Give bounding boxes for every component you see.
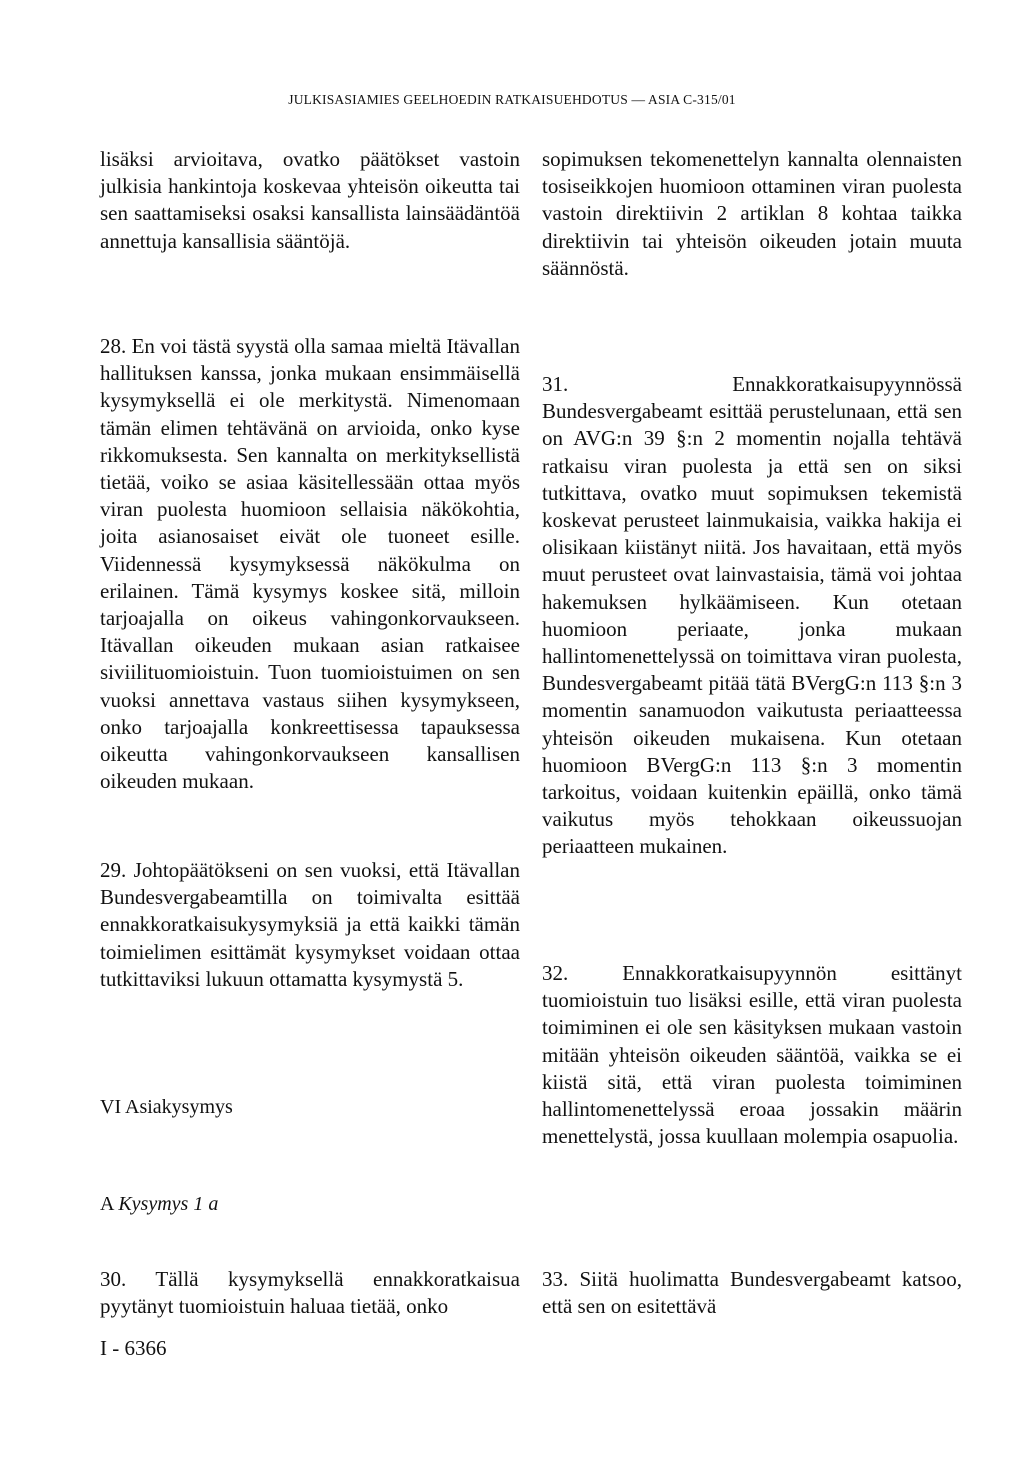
paragraph-continued-right: sopimuksen tekomenettelyn kannalta olennaisten tosiseikkojen huomioon ottaminen viran puolesta vastoin direktiivin 2 artiklan 8 kohtaa taikka direktiivin tai yhteisön oikeuden jotain muuta säännöstä.	[542, 147, 962, 280]
left-intro	[100, 146, 520, 255]
paragraph-29-text: 29. Johtopäätökseni on sen vuoksi, että Itävallan Bundesvergabeamtilla on toimivalta esittää ennakkoratkaisukysymyksiä ja että kaikki tämän toimielimen esittämät kysymykset voidaan ottaa tutkittaviksi lukuun ottamatta kysymystä 5.	[100, 858, 520, 991]
paragraph-32-text: 32. Ennakkoratkaisupyynnön esittänyt tuomioistuin tuo lisäksi esille, että viran puolesta toimiminen ei ole sen käsityksen mukaan vastoin mitään yhteisön oikeuden sääntöä, vaikka se ei kiistä sitä, että viran puolesta toimiminen hallintomenettelyssä eroaa jossakin määrin menettelystä, jossa kuullaan molempia osapuolia.	[542, 961, 962, 1149]
paragraph-28-text: 28. En voi tästä syystä olla samaa mieltä Itävallan hallituksen kanssa, jonka mukaan ensimmäisellä kysymyksellä ei ole merkitystä. Nimenomaan tämän elimen tehtävänä on arvioida, onko kyse rikkomuksesta. Sen kannalta on merkityksellistä tietää, voiko se asiaa käsitellessään ottaa myös viran puolesta huomioon sellaisia näkökohtia, joita asianosaiset eivät ole tuoneet esille. Viidennessä kysymyksessä näkökulma on erilainen. Tämä kysymys koskee sitä, milloin tarjoajalla on oikeus vahingonkorvaukseen. Itävallan oikeuden mukaan asian ratkaisee siviilituomioistuin. Tuon tuomioistuimen on sen vuoksi annettava vastaus siihen kysymykseen, onko tarjoajalla konkreettisessa tapauksessa oikeutta vahingonkorvaukseen kansallisen oikeuden mukaan.	[100, 334, 520, 794]
paragraph-33-text: 33. Siitä huolimatta Bundesvergabeamt katsoo, että sen on esitettävä	[542, 1267, 962, 1319]
section-heading: VI Asiakysymys	[100, 1096, 233, 1118]
paragraph-28	[100, 333, 520, 795]
running-header: JULKISASIAMIES GEELHOEDIN RATKAISUEHDOTUS — ASIA C-315/01	[288, 92, 736, 107]
subsection-heading	[100, 1193, 218, 1216]
paragraph-29	[100, 857, 520, 993]
subheading-italic: Kysymys 1 a	[118, 1193, 219, 1215]
paragraph-30	[100, 1266, 520, 1320]
right-intro	[542, 146, 962, 282]
paragraph-31	[542, 371, 962, 861]
subheading-prefix: A	[100, 1193, 114, 1215]
page-number: I - 6366	[100, 1336, 167, 1360]
paragraph-continued: lisäksi arvioitava, ovatko päätökset vastoin julkisia hankintoja koskevaa yhteisön oikeutta tai sen saattamiseksi osaksi kansallista lainsäädäntöä annettuja kansallisia sääntöjä.	[100, 147, 520, 253]
paragraph-31-text: 31. Ennakkoratkaisupyynnössä Bundesvergabeamt esittää perustelunaan, että sen on AVG:n 39 §:n 2 momentin nojalla tehtävä ratkaisu viran puolesta ja että sen on siksi tutkittava, ovatko muut sopimuksen tekemistä koskevat perusteet lainmukaisia, vaikka hakija ei olisikaan kiistänyt niitä. Jos havaitaan, että myös muut perusteet ovat lainvastaisia, tämä voi johtaa hakemuksen hylkäämiseen. Kun otetaan huomioon periaate, jonka mukaan hallintomenettelyssä on toimittava viran puolesta, Bundesvergabeamt pitää tätä BVergG:n 113 §:n 3 momentin sanamuodon vaikutusta periaatteessa yhteisön oikeuden mukaisena. Kun otetaan huomioon BVergG:n 113 §:n 3 momentin tarkoitus, voidaan kuitenkin epäillä, onko tämä vaikutus myös tehokkaan oikeussuojan periaatteen mukainen.	[542, 372, 962, 859]
paragraph-33	[542, 1266, 962, 1320]
paragraph-30-text: 30. Tällä kysymyksellä ennakkoratkaisua pyytänyt tuomioistuin haluaa tietää, onko	[100, 1267, 520, 1319]
paragraph-32	[542, 960, 962, 1150]
